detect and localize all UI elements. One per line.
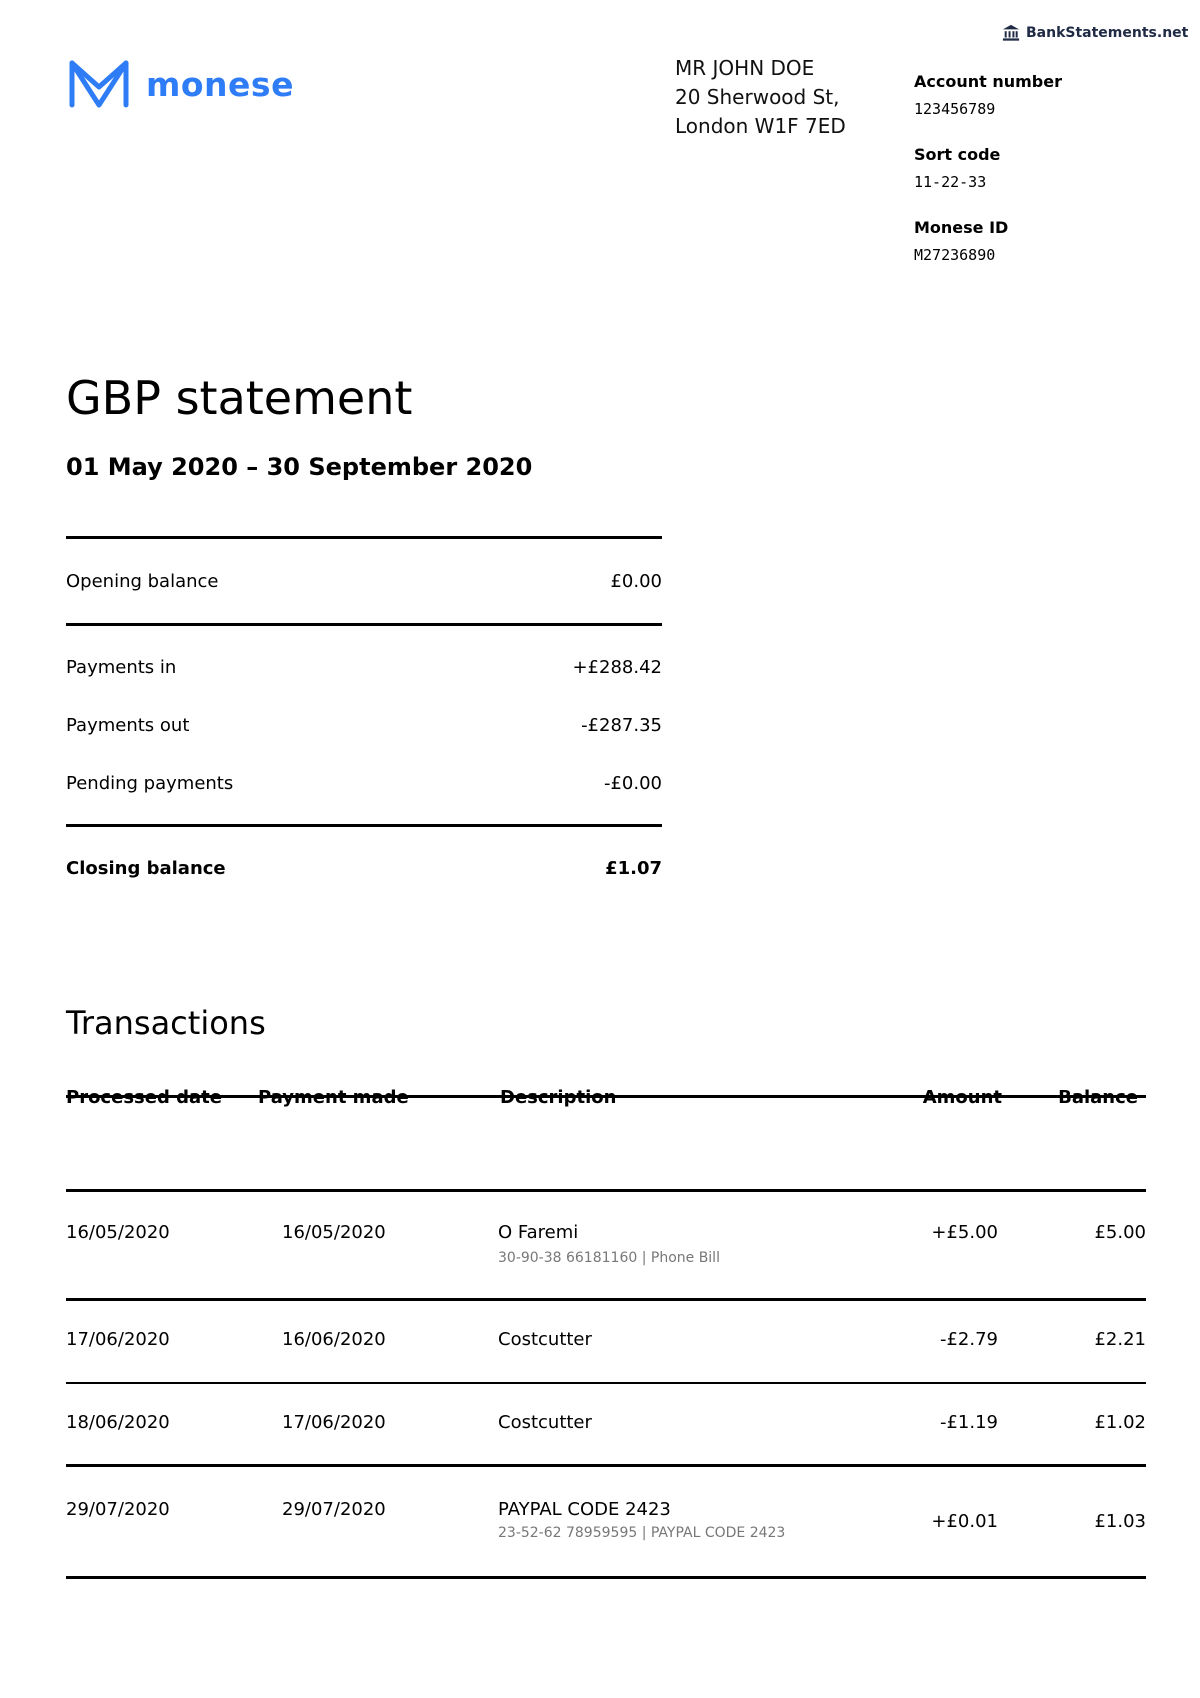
row-payment-made: 16/05/2020 [282, 1222, 386, 1243]
row-payment-made: 17/06/2020 [282, 1412, 386, 1433]
table-row [66, 1192, 1146, 1301]
monese-id-value: M27236890 [914, 246, 996, 264]
closing-balance-row [66, 827, 662, 909]
closing-balance-value: £1.07 [605, 857, 662, 879]
payments-out-label: Payments out [66, 714, 190, 736]
opening-balance-value: £0.00 [610, 570, 662, 592]
sort-code-value: 11-22-33 [914, 173, 987, 191]
statement-title: GBP statement [66, 371, 413, 425]
payments-in-value: +£288.42 [572, 656, 662, 678]
header-description [500, 1088, 616, 1108]
row-description: Costcutter [498, 1412, 592, 1433]
statement-period: 01 May 2020 – 30 September 2020 [66, 453, 533, 481]
row-processed-date: 17/06/2020 [66, 1329, 170, 1350]
header-balance [1058, 1088, 1138, 1108]
account-number-value: 123456789 [914, 100, 996, 118]
row-description-main: O Faremi [498, 1222, 579, 1243]
opening-balance-label: Opening balance [66, 570, 219, 592]
watermark [1002, 22, 1188, 44]
row-amount: -£2.79 [939, 1329, 998, 1350]
header-payment-made [258, 1088, 409, 1108]
row-description-main: PAYPAL CODE 2423 [498, 1499, 671, 1520]
row-description-detail: 30-90-38 66181160 | Phone Bill [498, 1250, 720, 1266]
table-header [66, 1088, 1146, 1192]
brand-name: monese [146, 64, 294, 104]
header-amount [923, 1088, 1002, 1108]
payments-in-label: Payments in [66, 656, 177, 678]
row-amount: +£5.00 [931, 1222, 998, 1243]
account-number-label: Account number [914, 72, 1062, 91]
payments-group [66, 626, 662, 824]
opening-balance-row [66, 539, 662, 623]
row-description [498, 1222, 720, 1268]
bank-icon [1002, 24, 1020, 42]
row-processed-date: 16/05/2020 [66, 1222, 170, 1243]
payments-out-value: -£287.35 [581, 714, 662, 736]
transactions-table [66, 1088, 1146, 1579]
closing-balance-label: Closing balance [66, 857, 226, 879]
payments-in-row [66, 638, 662, 696]
balance-summary [66, 536, 662, 909]
pending-payments-label: Pending payments [66, 772, 234, 794]
monese-logo-icon [66, 57, 132, 111]
row-description: Costcutter [498, 1329, 592, 1350]
row-processed-date: 18/06/2020 [66, 1412, 170, 1433]
customer-address [675, 54, 846, 141]
sort-code-label: Sort code [914, 145, 1001, 164]
watermark-text: BankStatements.net [1026, 25, 1189, 41]
monese-id-label: Monese ID [914, 218, 1009, 237]
header-processed-date [66, 1088, 222, 1108]
table-row [66, 1384, 1146, 1467]
row-balance: £1.03 [1094, 1511, 1146, 1532]
row-processed-date: 29/07/2020 [66, 1499, 170, 1520]
row-amount: -£1.19 [939, 1412, 998, 1433]
address-line-2: London W1F 7ED [675, 114, 846, 138]
row-payment-made: 29/07/2020 [282, 1499, 386, 1520]
row-description-detail: 23-52-62 78959595 | PAYPAL CODE 2423 [498, 1525, 786, 1541]
brand-logo [66, 56, 294, 112]
customer-name: MR JOHN DOE [675, 56, 815, 80]
address-line-1: 20 Sherwood St, [675, 85, 840, 109]
payments-out-row [66, 696, 662, 754]
row-amount: +£0.01 [931, 1511, 998, 1532]
row-balance: £5.00 [1094, 1222, 1146, 1243]
row-description [498, 1499, 785, 1543]
table-row [66, 1301, 1146, 1384]
transactions-title: Transactions [66, 1004, 266, 1042]
row-balance: £1.02 [1094, 1412, 1146, 1433]
header-strike-line [66, 1095, 1146, 1098]
row-payment-made: 16/06/2020 [282, 1329, 386, 1350]
row-balance: £2.21 [1094, 1329, 1146, 1350]
pending-payments-value: -£0.00 [603, 772, 662, 794]
table-row [66, 1467, 1146, 1579]
account-details [914, 72, 1194, 291]
pending-payments-row [66, 754, 662, 812]
